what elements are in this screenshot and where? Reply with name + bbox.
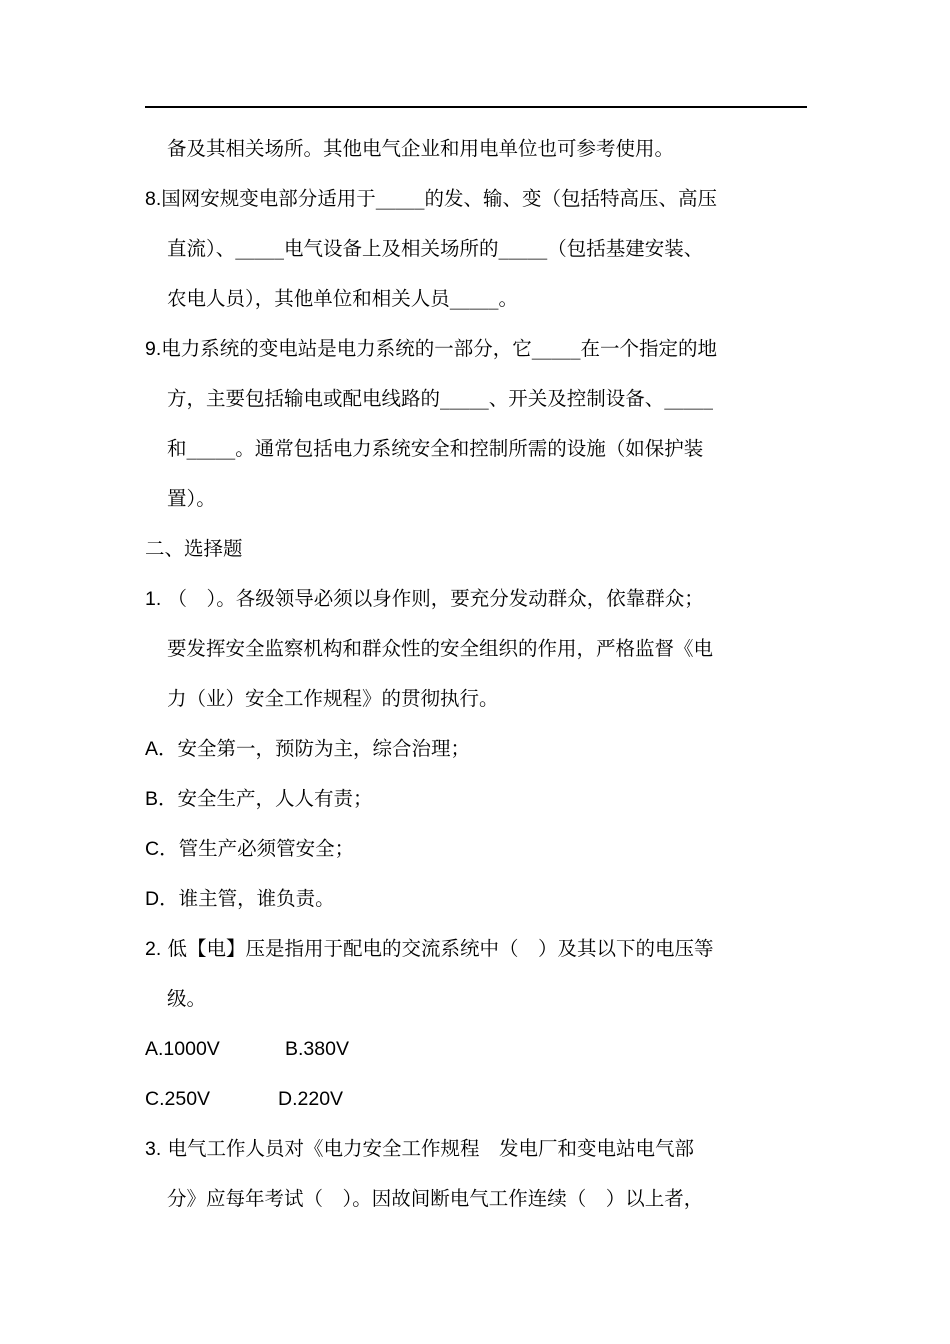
q7-continuation: 备及其相关场所。其他电气企业和用电单位也可参考使用。 — [167, 137, 675, 160]
q8-line-1 — [145, 174, 810, 224]
choice-q3-number: 3. — [145, 1138, 162, 1160]
choice-q1-line-3: 力（业）安全工作规程》的贯彻执行。 — [167, 687, 499, 710]
choice-q1-number: 1. — [145, 588, 162, 610]
q9-line-1 — [145, 324, 810, 374]
section-heading-choice: 二、选择题 — [145, 537, 243, 560]
choice-q2-options-row-2 — [145, 1074, 810, 1124]
choice-q1-option-d — [145, 874, 810, 924]
option-label: D． — [145, 888, 179, 910]
choice-q1-text-1: （ ）。各级领导必须以身作则，要充分发动群众，依靠群众； — [167, 587, 704, 610]
q8-text-1: 国网安规变电部分适用于_____的发、输、变（包括特高压、高压 — [161, 187, 718, 210]
choice-q2-option-c: C.250V — [145, 1088, 211, 1110]
choice-q2-line-2: 级。 — [167, 987, 207, 1010]
choice-q2-options-row-1 — [145, 1024, 810, 1074]
q9-line-4: 置）。 — [167, 487, 216, 510]
option-text: 安全第一，预防为主，综合治理； — [177, 737, 471, 760]
choice-q3-line-2: 分》应每年考试（ ）。因故间断电气工作连续（ ）以上者， — [167, 1187, 704, 1210]
q8-line-3: 农电人员），其他单位和相关人员_____。 — [167, 287, 519, 310]
choice-q1-option-b — [145, 774, 810, 824]
choice-q2-option-b: B.380V — [285, 1038, 349, 1060]
choice-q1-line-1 — [145, 574, 810, 624]
document-body — [145, 124, 810, 1224]
option-text: 安全生产，人人有责； — [177, 787, 373, 810]
q8-number: 8. — [145, 188, 162, 210]
choice-q1-option-c — [145, 824, 810, 874]
q9-number: 9. — [145, 338, 162, 360]
choice-q2-option-a: A.1000V — [145, 1038, 220, 1060]
header-rule — [145, 106, 807, 108]
choice-q2-line-1 — [145, 924, 810, 974]
choice-q1-line-2: 要发挥安全监察机构和群众性的安全组织的作用，严格监督《电 — [167, 637, 714, 660]
choice-q2-option-d: D.220V — [278, 1088, 344, 1110]
q9-line-3: 和_____。通常包括电力系统安全和控制所需的设施（如保护装 — [167, 437, 704, 460]
choice-q2-text-1: 低【电】压是指用于配电的交流系统中（ ）及其以下的电压等 — [167, 937, 714, 960]
option-text: 谁主管，谁负责。 — [178, 887, 335, 910]
choice-q2-number: 2. — [145, 938, 162, 960]
choice-q3-line-1 — [145, 1124, 810, 1174]
q9-line-2: 方，主要包括输电或配电线路的_____、开关及控制设备、_____ — [167, 387, 714, 410]
option-text: 管生产必须管安全； — [178, 837, 355, 860]
option-label: C． — [145, 838, 179, 860]
option-label: B． — [145, 788, 178, 810]
q8-line-2: 直流）、_____电气设备上及相关场所的_____（包括基建安装、 — [167, 237, 704, 260]
choice-q3-text-1: 电气工作人员对《电力安全工作规程 发电厂和变电站电气部 — [167, 1137, 694, 1160]
option-label: A． — [145, 738, 178, 760]
choice-q1-option-a — [145, 724, 810, 774]
q9-text-1: 电力系统的变电站是电力系统的一部分，它_____在一个指定的地 — [161, 337, 718, 360]
